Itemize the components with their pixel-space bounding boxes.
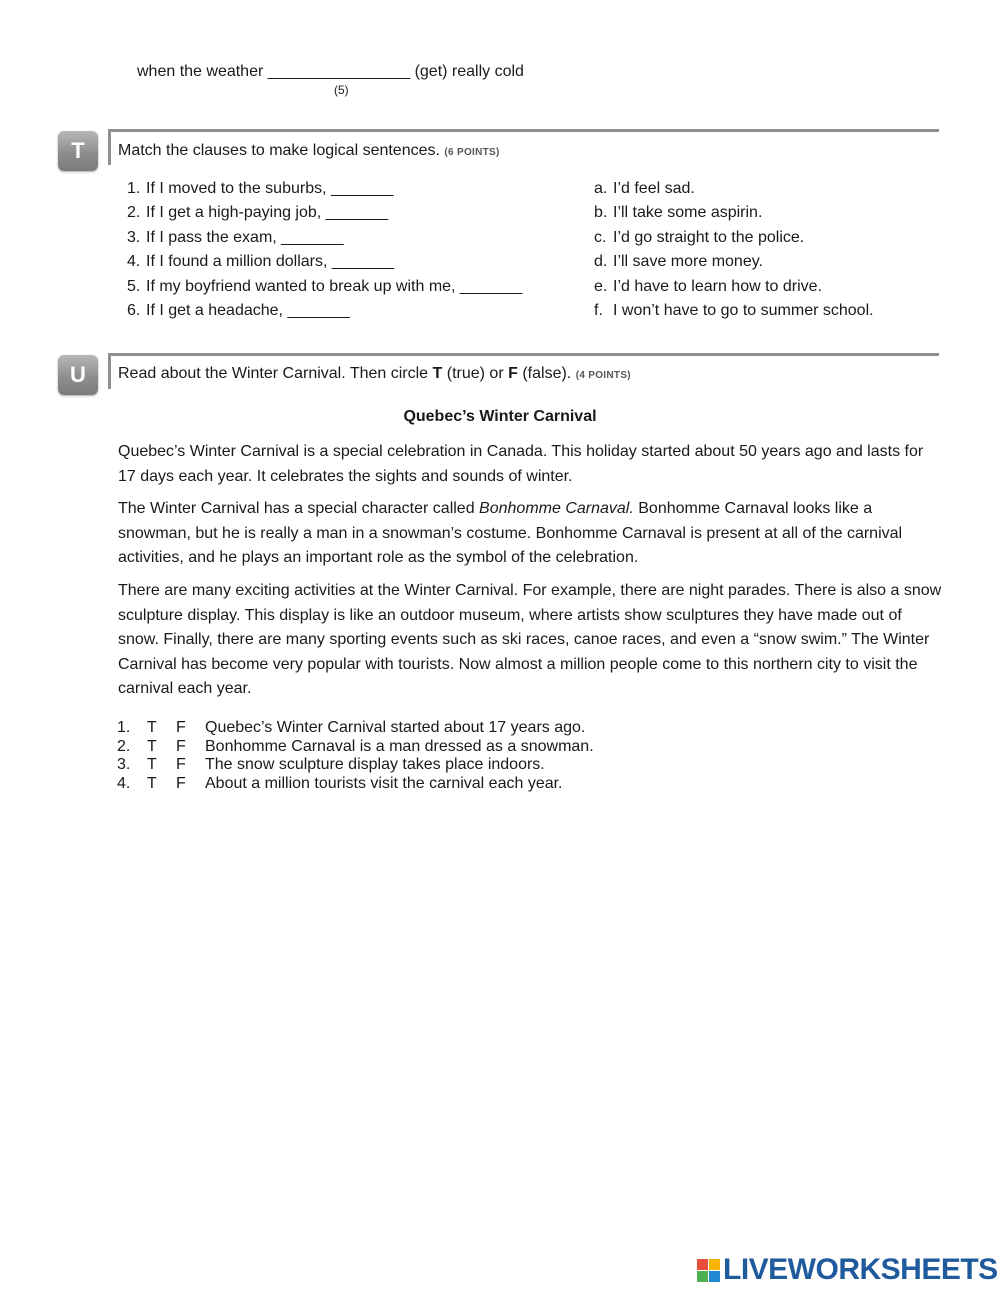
false-option[interactable]: F [176,756,186,773]
clause-item [127,226,522,250]
tf-statement: Quebec’s Winter Carnival started about 17 years ago. [205,719,586,736]
passage-paragraph-1: Quebec’s Winter Carnival is a special celebration in Canada. This holiday started about 50 years ago and lasts for 17 days each year. It celebrates the sights and sounds of winter. [118,443,924,485]
result-letter: c. [594,228,607,246]
result-text: I’d feel sad. [613,180,695,197]
tf-number: 1. [117,719,131,736]
tf-number: 3. [117,756,131,773]
character-name: Bonhomme Carnaval. [479,500,634,517]
clause-item [127,275,522,299]
tf-item [117,775,594,794]
result-text: I’d have to learn how to drive. [613,277,823,295]
section-u-instruction-post: (false). [517,365,572,382]
clause-number: 3. [127,228,141,246]
clause-number: 5. [127,277,141,295]
section-t-badge: T [58,131,98,171]
tf-item [117,719,594,738]
section-t-instruction [118,142,500,160]
result-text: I’ll save more money. [613,253,763,271]
clause-item [127,177,522,201]
tf-statement: About a million tourists visit the carnival each year. [205,774,563,792]
clause-number: 6. [127,301,141,319]
true-option[interactable]: T [147,774,157,792]
result-letter: b. [594,204,608,222]
section-t-instruction-text: Match the clauses to make logical sentences. [118,142,440,159]
clause-text: If I found a million dollars, _______ [146,253,395,271]
clause-text: If I pass the exam, _______ [146,228,344,246]
clause-list [127,177,522,323]
clause-number: 2. [127,204,141,222]
section-u-true-letter: T [432,365,443,382]
result-letter: a. [594,180,608,197]
logo-block-red [697,1259,708,1270]
result-text: I won’t have to go to summer school. [613,301,874,319]
section-u-points: (4 POINTS) [575,370,631,381]
true-option[interactable]: T [147,756,157,773]
true-false-list [117,719,594,793]
result-letter: d. [594,253,608,271]
section-t-points: (6 POINTS) [444,147,500,158]
result-list [594,177,874,323]
logo-block-green [697,1271,708,1282]
clause-text: If I get a high-paying job, _______ [146,204,388,222]
continuation-item-number: (5) [334,83,349,97]
liveworksheets-logo [697,1255,998,1285]
result-item [594,250,874,274]
passage-title: Quebec’s Winter Carnival [403,408,597,425]
result-item [594,299,874,323]
clause-number: 4. [127,253,141,271]
result-text: I’ll take some aspirin. [613,204,763,222]
section-u-instruction-mid: (true) or [442,365,509,382]
true-option[interactable]: T [147,737,157,755]
result-letter: f. [594,301,603,319]
tf-item [117,756,594,775]
tf-number: 4. [117,774,131,792]
false-option[interactable]: F [176,737,186,755]
tf-item [117,738,594,757]
false-option[interactable]: F [176,719,186,736]
logo-block-yellow [709,1259,720,1270]
tf-number: 2. [117,737,131,755]
tf-statement: Bonhomme Carnaval is a man dressed as a snowman. [205,737,594,755]
section-u-badge: U [58,355,98,395]
result-item [594,201,874,225]
clause-item [127,250,522,274]
passage-paragraph-3: There are many exciting activities at the Winter Carnival. For example, there are night parades. There is also a snow sculpture display. This display is like an outdoor museum, where artists show sculptures they have made out of snow. Finally, there are many sporting events such as ski races, canoe races, and even a “snow swim.” The Winter Carnival has become very popular with tourists. Now almost a million people come to this northern city to visit the carnival each year. [118,582,942,698]
section-u-rule [108,353,939,356]
result-item [594,275,874,299]
clause-text: If my boyfriend wanted to break up with me, _______ [146,277,523,295]
paragraph-2-rest: Bonhomme Carnaval looks like a snowman, but he is really a man in a snowman’s costume. Bonhomme Carnaval is present at all of the carnival activities, and he plays an important role as the symbol of the celebration. [118,500,903,567]
false-option[interactable]: F [176,774,186,792]
clause-item [127,299,522,323]
section-t-rule [108,129,939,132]
logo-blocks [697,1259,720,1282]
logo-block-blue [709,1271,720,1282]
tf-statement: The snow sculpture display takes place indoors. [205,756,545,773]
logo-text: LIVEWORKSHEETS [723,1253,998,1286]
continuation-line: when the weather ________________ (get) really cold [137,63,524,80]
clause-text: If I moved to the suburbs, _______ [146,180,394,197]
section-u-false-letter: F [508,365,518,382]
result-text: I’d go straight to the police. [613,228,805,246]
result-item [594,226,874,250]
true-option[interactable]: T [147,719,157,736]
result-letter: e. [594,277,608,295]
paragraph-2-start: The Winter Carnival has a special character called [118,500,480,517]
result-item [594,177,874,201]
clause-number: 1. [127,180,141,197]
section-u-instruction [118,365,631,383]
passage-paragraph-2 [118,497,943,571]
clause-text: If I get a headache, _______ [146,301,350,319]
section-u-instruction-pre: Read about the Winter Carnival. Then circle [118,365,433,382]
clause-item [127,201,522,225]
